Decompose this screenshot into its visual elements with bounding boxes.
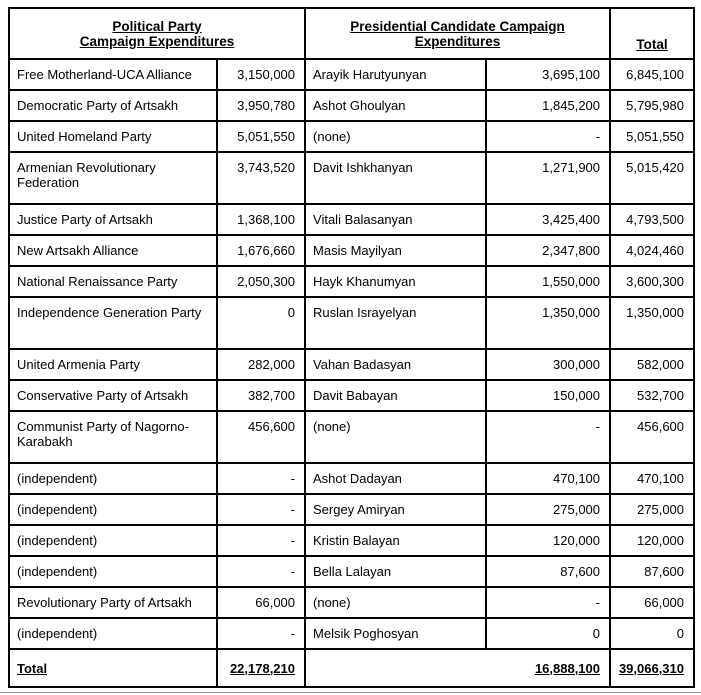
header-presidential-line2: Expenditures [414, 33, 501, 49]
candidate-name-cell: Vitali Balasanyan [305, 204, 486, 235]
candidate-name-cell: Melsik Poghosyan [305, 618, 486, 649]
candidate-name-cell: Ashot Ghoulyan [305, 90, 486, 121]
total-party-amount: 22,178,210 [229, 660, 296, 676]
party-amount-cell: 5,051,550 [217, 121, 305, 152]
party-name-cell: Conservative Party of Artsakh [9, 380, 217, 411]
header-total-label: Total [636, 37, 668, 52]
table-row [9, 59, 694, 90]
header-presidential-campaign [305, 8, 610, 59]
candidate-name-cell: Bella Lalayan [305, 556, 486, 587]
party-amount-cell: 456,600 [217, 411, 305, 463]
expenditures-table [8, 7, 695, 688]
candidate-name-cell: Sergey Amiryan [305, 494, 486, 525]
candidate-name-cell: Ruslan Israyelyan [305, 297, 486, 349]
candidate-amount-cell: 275,000 [486, 494, 610, 525]
candidate-amount-cell: 1,350,000 [486, 297, 610, 349]
party-name-cell: (independent) [9, 463, 217, 494]
table-row [9, 463, 694, 494]
candidate-amount-cell: - [486, 121, 610, 152]
candidate-name-cell: Hayk Khanumyan [305, 266, 486, 297]
candidate-amount-cell: 470,100 [486, 463, 610, 494]
table-row [9, 587, 694, 618]
row-total-cell: 4,793,500 [610, 204, 694, 235]
table-row [9, 266, 694, 297]
party-amount-cell: - [217, 618, 305, 649]
party-name-cell: Revolutionary Party of Artsakh [9, 587, 217, 618]
row-total-cell: 582,000 [610, 349, 694, 380]
row-total-cell: 0 [610, 618, 694, 649]
party-name-cell: (independent) [9, 618, 217, 649]
candidate-amount-cell: 150,000 [486, 380, 610, 411]
row-total-cell: 120,000 [610, 525, 694, 556]
row-total-cell: 470,100 [610, 463, 694, 494]
party-amount-cell: 1,676,660 [217, 235, 305, 266]
header-presidential-line1: Presidential Candidate Campaign [350, 18, 565, 34]
party-amount-cell: 3,150,000 [217, 59, 305, 90]
party-name-cell: Free Motherland-UCA Alliance [9, 59, 217, 90]
table-row [9, 204, 694, 235]
candidate-amount-cell: 1,845,200 [486, 90, 610, 121]
party-name-cell: New Artsakh Alliance [9, 235, 217, 266]
party-amount-cell: 3,743,520 [217, 152, 305, 204]
party-name-cell: Justice Party of Artsakh [9, 204, 217, 235]
row-total-cell: 5,795,980 [610, 90, 694, 121]
party-amount-cell: 66,000 [217, 587, 305, 618]
table-row [9, 152, 694, 204]
table-row [9, 525, 694, 556]
candidate-name-cell: (none) [305, 587, 486, 618]
grand-total-cell [610, 649, 694, 687]
row-total-cell: 275,000 [610, 494, 694, 525]
party-name-cell: Armenian Revolutionary Federation [9, 152, 217, 204]
total-row [9, 649, 694, 687]
candidate-name-cell: (none) [305, 411, 486, 463]
party-name-cell: (independent) [9, 494, 217, 525]
candidate-amount-cell: 2,347,800 [486, 235, 610, 266]
table-row [9, 556, 694, 587]
header-political-party [9, 8, 305, 59]
total-label: Total [17, 660, 48, 676]
party-name-cell: United Armenia Party [9, 349, 217, 380]
party-amount-cell: 382,700 [217, 380, 305, 411]
candidate-amount-cell: 3,695,100 [486, 59, 610, 90]
party-amount-cell: 1,368,100 [217, 204, 305, 235]
party-name-cell: Communist Party of Nagorno-Karabakh [9, 411, 217, 463]
header-total [610, 8, 694, 59]
row-total-cell: 87,600 [610, 556, 694, 587]
party-amount-cell: 3,950,780 [217, 90, 305, 121]
total-candidate-amount-cell [305, 649, 610, 687]
party-name-cell: Independence Generation Party [9, 297, 217, 349]
table-row [9, 90, 694, 121]
party-name-cell: Democratic Party of Artsakh [9, 90, 217, 121]
candidate-amount-cell: - [486, 411, 610, 463]
row-total-cell: 3,600,300 [610, 266, 694, 297]
candidate-amount-cell: 120,000 [486, 525, 610, 556]
party-amount-cell: 282,000 [217, 349, 305, 380]
party-name-cell: United Homeland Party [9, 121, 217, 152]
candidate-name-cell: Arayik Harutyunyan [305, 59, 486, 90]
row-total-cell: 5,051,550 [610, 121, 694, 152]
header-political-party-line1: Political Party [112, 18, 202, 34]
party-name-cell: (independent) [9, 556, 217, 587]
table-row [9, 297, 694, 349]
total-label-cell [9, 649, 217, 687]
candidate-amount-cell: 0 [486, 618, 610, 649]
party-amount-cell: - [217, 556, 305, 587]
header-political-party-line2: Campaign Expenditures [79, 33, 235, 49]
party-name-cell: National Renaissance Party [9, 266, 217, 297]
candidate-name-cell: Vahan Badasyan [305, 349, 486, 380]
table-row [9, 235, 694, 266]
header-row [9, 8, 694, 59]
row-total-cell: 1,350,000 [610, 297, 694, 349]
candidate-name-cell: Davit Ishkhanyan [305, 152, 486, 204]
row-total-cell: 456,600 [610, 411, 694, 463]
candidate-amount-cell: 1,550,000 [486, 266, 610, 297]
party-amount-cell: - [217, 463, 305, 494]
party-amount-cell: - [217, 494, 305, 525]
table-row [9, 380, 694, 411]
table-row [9, 411, 694, 463]
total-party-amount-cell [217, 649, 305, 687]
candidate-amount-cell: 1,271,900 [486, 152, 610, 204]
row-total-cell: 4,024,460 [610, 235, 694, 266]
party-amount-cell: - [217, 525, 305, 556]
candidate-amount-cell: 3,425,400 [486, 204, 610, 235]
party-amount-cell: 2,050,300 [217, 266, 305, 297]
candidate-name-cell: (none) [305, 121, 486, 152]
candidate-name-cell: Masis Mayilyan [305, 235, 486, 266]
candidate-name-cell: Kristin Balayan [305, 525, 486, 556]
candidate-amount-cell: 300,000 [486, 349, 610, 380]
party-amount-cell: 0 [217, 297, 305, 349]
page-bottom-edge [0, 692, 701, 693]
candidate-amount-cell: - [486, 587, 610, 618]
table-row [9, 121, 694, 152]
total-candidate-amount: 16,888,100 [534, 660, 601, 676]
party-name-cell: (independent) [9, 525, 217, 556]
table-row [9, 349, 694, 380]
table-row [9, 618, 694, 649]
table-row [9, 494, 694, 525]
row-total-cell: 6,845,100 [610, 59, 694, 90]
candidate-amount-cell: 87,600 [486, 556, 610, 587]
row-total-cell: 66,000 [610, 587, 694, 618]
row-total-cell: 5,015,420 [610, 152, 694, 204]
candidate-name-cell: Ashot Dadayan [305, 463, 486, 494]
grand-total-amount: 39,066,310 [618, 660, 685, 676]
candidate-name-cell: Davit Babayan [305, 380, 486, 411]
row-total-cell: 532,700 [610, 380, 694, 411]
